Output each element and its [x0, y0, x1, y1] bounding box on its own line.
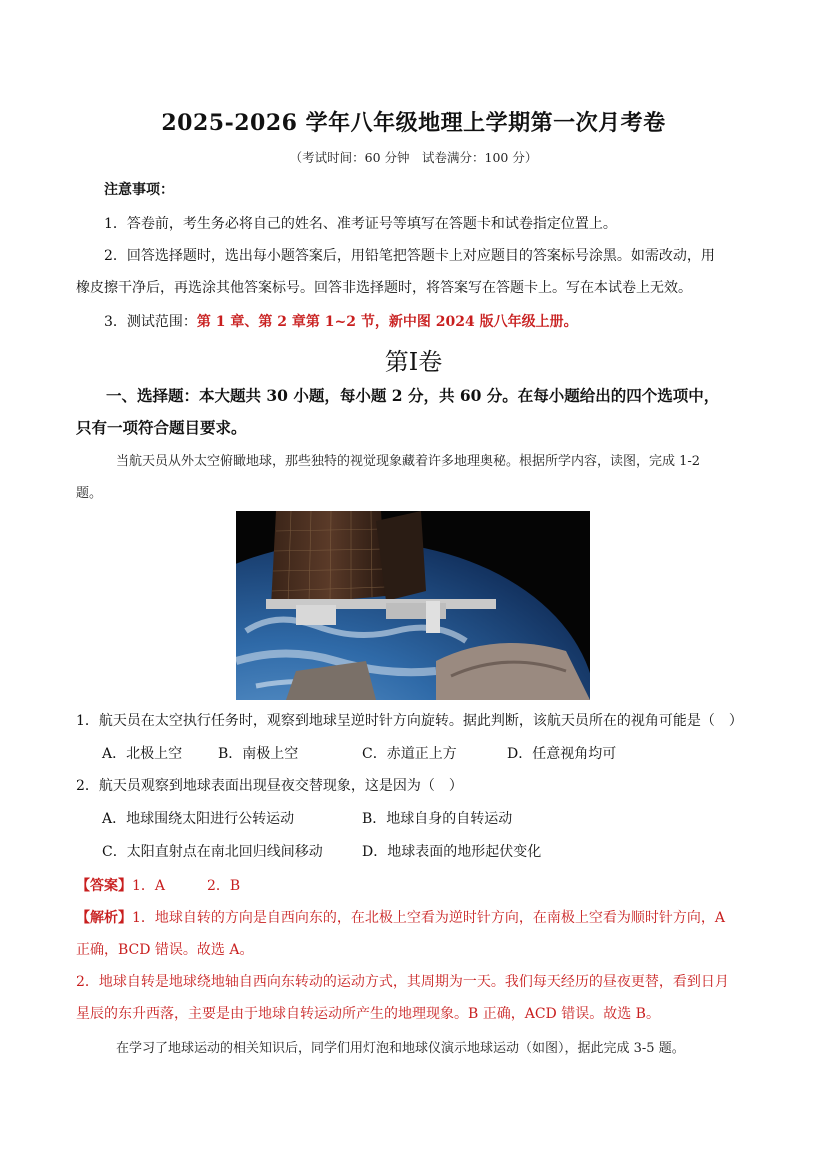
question-2-option-a: A．地球围绕太阳进行公转运动: [102, 811, 295, 827]
intro-1-line-1: 当航天员从外太空俯瞰地球，那些独特的视觉现象藏着许多地理奥秘。根据所学内容，读图，完成 1-2: [116, 454, 701, 469]
explanation-p1-line-2: 正确，BCD 错误。故选 A。: [76, 942, 254, 958]
question-1-stem: 1．航天员在太空执行任务时，观察到地球呈逆时针方向旋转。据此判断，该航天员所在的视角可能是（ ）: [76, 713, 743, 729]
space-station-earth-illustration: [236, 511, 590, 700]
notice-heading: 注意事项：: [104, 182, 174, 198]
exam-subtitle: （考试时间：60 分钟 试卷满分：100 分）: [289, 150, 538, 165]
intro-1-line-2: 题。: [76, 486, 103, 501]
question-1-option-b: B．南极上空: [218, 746, 299, 762]
question-2-option-d: D．地球表面的地形起伏变化: [362, 844, 542, 860]
answer-line: [76, 876, 240, 896]
explanation-p1-line-1: 1．地球自转的方向是自西向东的，在北极上空看为逆时针方向，在南极上空看为顺时针方向，A: [132, 910, 726, 926]
notice-item-3-prefix: 3．测试范围：: [104, 314, 197, 330]
explanation-p2-line-1: 2．地球自转是地球绕地轴自西向东转动的运动方式，其周期为一天。我们每天经历的昼夜更替，看到日月: [76, 974, 729, 990]
question-2-stem: 2．航天员观察到地球表面出现昼夜交替现象，这是因为（ ）: [76, 778, 463, 794]
section-heading-line-1: 一、选择题：本大题共 30 小题，每小题 2 分，共 60 分。在每小题给出的四个选项中，: [106, 386, 720, 405]
notice-item-2-line-2: 橡皮擦干净后，再选涂其他答案标号。回答非选择题时，将答案写在答题卡上。写在本试卷上无效。: [76, 280, 692, 296]
notice-item-1: 1．答卷前，考生务必将自己的姓名、准考证号等填写在答题卡和试卷指定位置上。: [104, 216, 617, 232]
question-2-option-c: C．太阳直射点在南北回归线间移动: [102, 844, 323, 860]
intro-2: 在学习了地球运动的相关知识后，同学们用灯泡和地球仪演示地球运动（如图），据此完成 3-5 题。: [116, 1041, 685, 1056]
earth-from-space-photo: [236, 511, 590, 700]
exam-title: 2025-2026 学年八年级地理上学期第一次月考卷: [161, 110, 666, 136]
explanation-p2-line-2: 星辰的东升西落，主要是由于地球自转运动所产生的地理现象。B 正确，ACD 错误。故选 B。: [76, 1006, 660, 1022]
answer-text: 1．A 2．B: [132, 878, 241, 894]
question-1-option-d: D．任意视角均可: [507, 746, 617, 762]
answer-label: 【答案】: [76, 878, 132, 894]
explanation-label: 【解析】: [76, 910, 132, 926]
explanation-line-1: [76, 908, 725, 928]
section-heading-line-2: 只有一项符合题目要求。: [76, 418, 247, 437]
notice-item-3: [104, 312, 578, 332]
volume-title: 第I卷: [384, 348, 443, 376]
notice-item-2-line-1: 2．回答选择题时，选出每小题答案后，用铅笔把答题卡上对应题目的答案标号涂黑。如需改动，用: [104, 248, 715, 264]
test-scope: 第 1 章、第 2 章第 1~2 节，新中图 2024 版八年级上册。: [196, 314, 578, 330]
question-2-option-b: B．地球自身的自转运动: [362, 811, 513, 827]
question-1-option-c: C．赤道正上方: [362, 746, 457, 762]
question-1-option-a: A．北极上空: [102, 746, 183, 762]
